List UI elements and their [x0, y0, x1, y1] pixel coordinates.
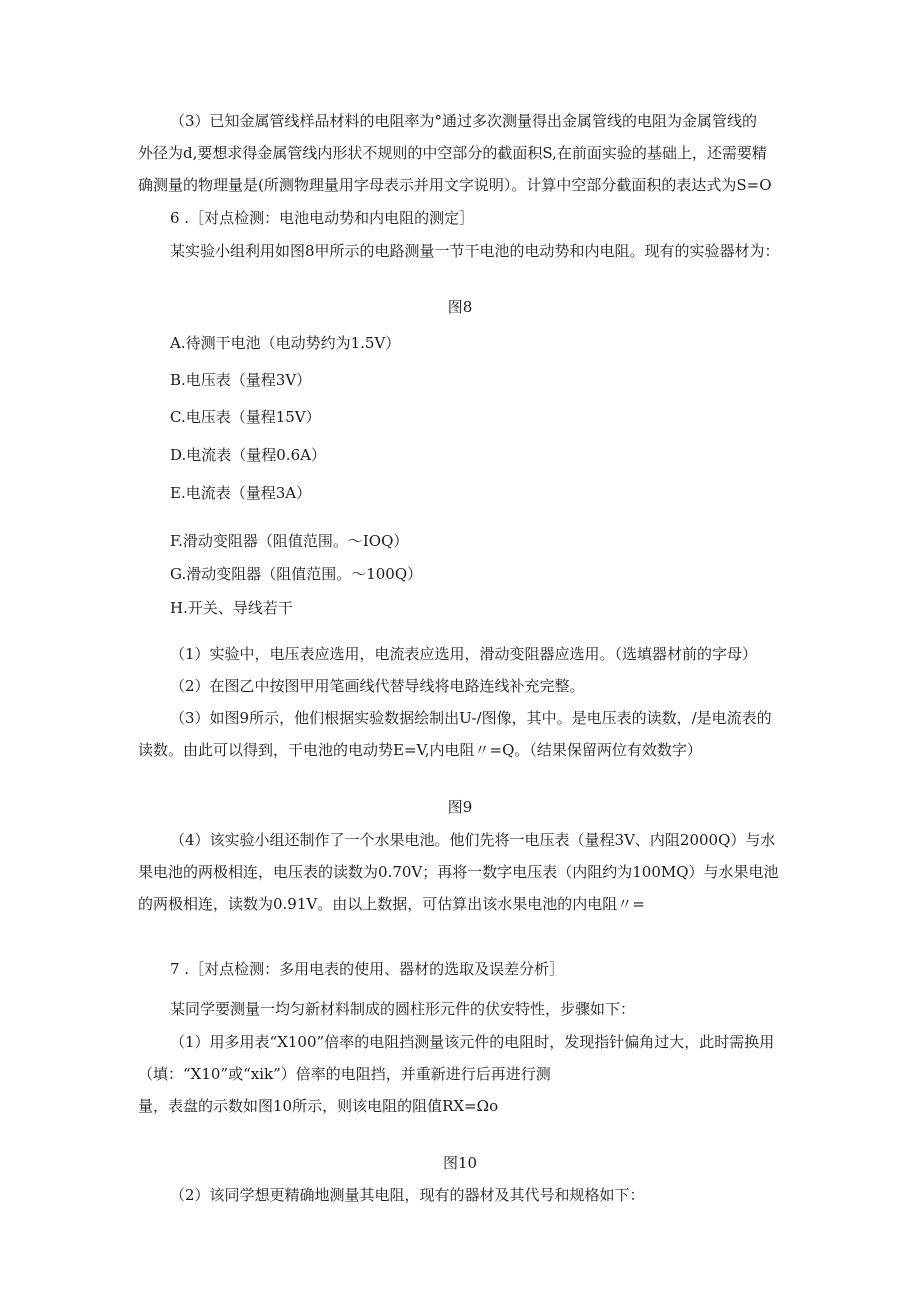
question-7-heading: 7 .［对点检测：多用电表的使用、器材的选取及误差分析］ — [170, 960, 565, 978]
equipment-item-e: E.电流表（量程3A） — [170, 484, 312, 502]
equipment-item-d: D.电流表（量程0.6A） — [170, 446, 326, 464]
question-6-part-4-line1: （4）该实验小组还制作了一个水果电池。他们先将一电压表（量程3V、内阻2000Q）与水 — [170, 831, 776, 849]
equipment-item-a: A.待测干电池（电动势约为1.5V） — [170, 334, 401, 352]
question-6-intro: 某实验小组利用如图8甲所示的电路测量一节干电池的电动势和内电阻。现有的实验器材为： — [170, 242, 780, 260]
equipment-item-h: H.开关、导线若干 — [170, 599, 293, 617]
equipment-item-f: F.滑动变阻器（阻值范围。～IOQ） — [170, 532, 409, 550]
question-7-part-1-line2: （填：“X10”或“xik”）倍率的电阻挡，并重新进行后再进行测 — [138, 1065, 551, 1083]
text-line: （3）已知金属管线样品材料的电阻率为°通过多次测量得出金属管线的电阻为金属管线的 — [170, 112, 758, 130]
question-7-part-1-line1: （1）用多用表“X100”倍率的电阻挡测量该元件的电阻时，发现指针偏角过大，此时需换用 — [170, 1033, 775, 1051]
question-6-heading: 6 .［对点检测：电池电动势和内电阻的测定］ — [170, 209, 475, 227]
question-6-part-3-line2: 读数。由此可以得到，干电池的电动势E=V,内电阻〃=Q。（结果保留两位有效数字） — [138, 741, 702, 759]
question-7-part-2: （2）该同学想更精确地测量其电阻，现有的器材及其代号和规格如下： — [170, 1186, 645, 1204]
figure-10-caption: 图10 — [442, 1154, 478, 1172]
figure-9-caption: 图9 — [447, 798, 473, 816]
text-line: 外径为d,要想求得金属管线内形状不规则的中空部分的截面积S,在前面实验的基础上，还需要精 — [138, 144, 767, 162]
question-6-part-2: （2）在图乙中按图甲用笔画线代替导线将电路连线补充完整。 — [170, 677, 585, 695]
question-6-part-3-line1: （3）如图9所示，他们根据实验数据绘制出U-/图像，其中。是电压表的读数，/是电流表的 — [170, 709, 772, 727]
text-line: 确测量的物理量是(所测物理量用字母表示并用文字说明）。计算中空部分截面积的表达式为S=O — [138, 176, 772, 194]
equipment-item-c: C.电压表（量程15V） — [170, 408, 321, 426]
equipment-item-b: B.电压表（量程3V） — [170, 371, 312, 389]
question-7-part-1-line3: 量，表盘的示数如图10所示，则该电阻的阻值RX=Ωo — [138, 1097, 499, 1115]
figure-8-caption: 图8 — [447, 298, 473, 316]
question-6-part-4-line3: 的两极相连，读数为0.91V。由以上数据，可估算出该水果电池的内电阻〃= — [138, 895, 645, 913]
question-7-intro: 某同学要测量一均匀新材料制成的圆柱形元件的伏安特性，步骤如下： — [170, 1000, 636, 1018]
equipment-item-g: G.滑动变阻器（阻值范围。～100Q） — [170, 565, 423, 583]
question-6-part-4-line2: 果电池的两极相连，电压表的读数为0.70V；再将一数字电压表（内阻约为100MQ）与水果电池 — [138, 863, 779, 881]
question-6-part-1: （1）实验中，电压表应选用，电流表应选用，滑动变阻器应选用。（选填器材前的字母） — [170, 645, 758, 663]
